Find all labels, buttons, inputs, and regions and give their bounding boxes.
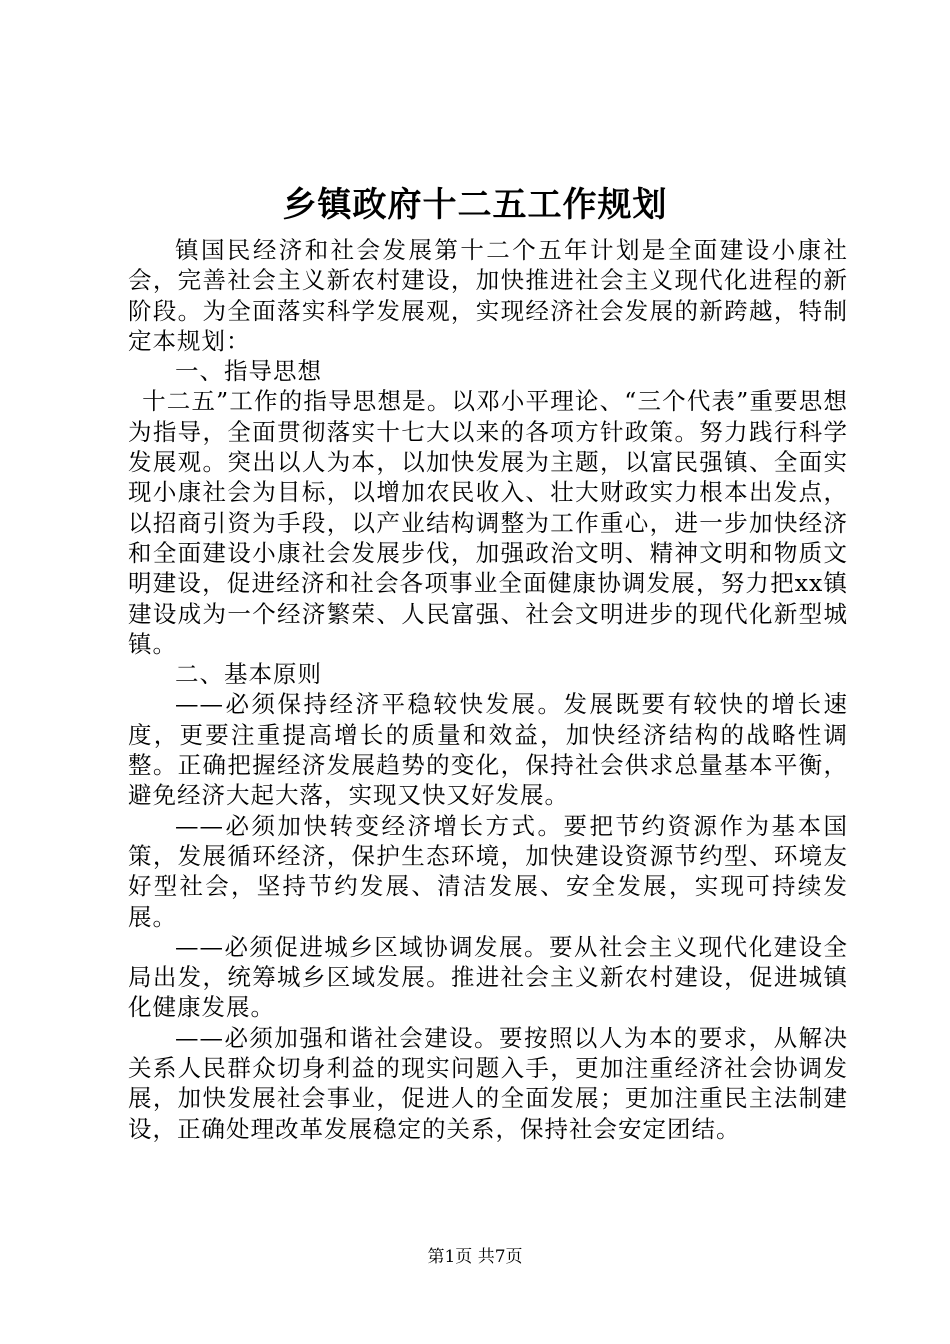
guiding-ideology-paragraph: 十二五”工作的指导思想是。以邓小平理论、“三个代表”重要思想为指导，全面贯彻落实十七大以来的各项方针政策。努力践行科学发展观。突出以人为本，以加快发展为主题，以富民强镇、全面实现小康社会为目标，以增加农民收入、壮大财政实力根本出发点，以招商引资为手段，以产业结构调整为工作重心，进一步加快经济和全面建设小康社会发展步伐，加强政治文明、精神文明和物质文明建设，促进经济和社会各项事业全面健康协调发展，努力把xx镇建设成为一个经济繁荣、人民富强、社会文明进步的现代化新型城镇。 [128, 387, 848, 658]
principle-paragraph-1: ——必须保持经济平稳较快发展。发展既要有较快的增长速度，更要注重提高增长的质量和效益，加快经济结构的战略性调整。正确把握经济发展趋势的变化，保持社会供求总量基本平衡，避免经济大起大落，实现又快又好发展。 [128, 690, 848, 810]
section-heading-guiding-ideology: 一、指导思想 [175, 357, 322, 386]
document-body [128, 235, 848, 1144]
principle-paragraph-2: ——必须加快转变经济增长方式。要把节约资源作为基本国策，发展循环经济，保护生态环境，加快建设资源节约型、环境友好型社会，坚持节约发展、清洁发展、安全发展，实现可持续发展。 [128, 811, 848, 931]
section-heading-basic-principles: 二、基本原则 [175, 660, 322, 689]
page-footer: 第1页 共7页 [427, 1247, 523, 1267]
intro-paragraph: 镇国民经济和社会发展第十二个五年计划是全面建设小康社会，完善社会主义新农村建设，加快推进社会主义现代化进程的新阶段。为全面落实科学发展观，实现经济社会发展的新跨越，特制定本规划： [128, 236, 848, 355]
principle-paragraph-4: ——必须加强和谐社会建设。要按照以人为本的要求，从解决关系人民群众切身利益的现实问题入手，更加注重经济社会协调发展，加快发展社会事业，促进人的全面发展；更加注重民主法制建设，正确处理改革发展稳定的关系，保持社会安定团结。 [128, 1023, 848, 1143]
principle-paragraph-3: ——必须促进城乡区域协调发展。要从社会主义现代化建设全局出发，统筹城乡区域发展。推进社会主义新农村建设，促进城镇化健康发展。 [128, 932, 848, 1022]
document-title: 乡镇政府十二五工作规划 [282, 185, 668, 225]
